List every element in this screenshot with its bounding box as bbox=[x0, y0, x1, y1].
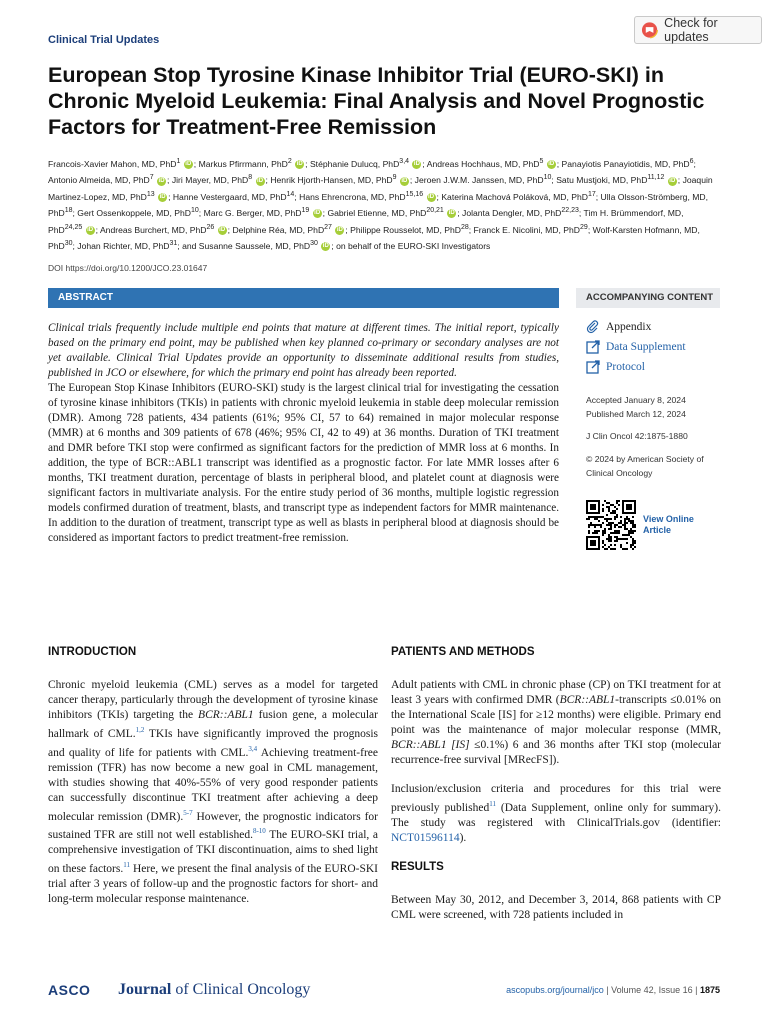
citation-ref[interactable]: 8-10 bbox=[252, 827, 266, 836]
copyright: © 2024 by American Society of Clinical Oncology bbox=[586, 453, 704, 478]
introduction-heading: INTRODUCTION bbox=[48, 646, 137, 658]
author-name: Hans Ehrencrona, MD, PhD bbox=[299, 191, 406, 202]
view-online-article-link[interactable] bbox=[643, 514, 694, 536]
introduction-paragraph: Chronic myeloid leukemia (CML) serves as a model for targeted cancer therapy, particularly through the development of tyrosine kinase inhibitors (TKIs) targeting the BCR::ABL1 fusion gene, a molecular hallmark of CML.$^{1,2}$ TKIs have significantly improved the prognosis and quality of life for patients with CML.$^{3,4}$ Achieving treatment-free remission (TFR) has now become a new goal in CML management, with studies showing that 40%-55% of very good responder patients can successfully discontinue TKI treatment after achieving a deep molecular remission (DMR).$^{5-7}$ However, the prognostic indicators for sustained TFR are still not well established.$^{8-10}$ The EURO-SKI trial, a comprehensive investigation of TKI discontinuation, aims to shed light on these factors.$^{11}$ Here, we present the final analysis of the EURO-SKI trial after 3 years of follow-up and the prognostic factors for short- and long-term molecular response maintenance. bbox=[48, 679, 379, 906]
affiliation-ref: 5 bbox=[539, 158, 544, 165]
author-list: Francois-Xavier Mahon, MD, PhD$^1$ iD ; Markus Pfirrmann, PhD$^2$ iD ; Stéphanie Dulucq, PhD$^{3,4}$ iD ; Andreas Hochhaus, MD, PhD$^5$ iD ; Panayiotis Panayiotidis, MD, PhD$^6$; Antonio Almeida, MD, PhD$^7$ iD ; Jiri Mayer, MD, PhD$^8$ iD ; Henrik Hjorth-Hansen, MD, PhD$^9$ iD ; Jeroen J.W.M. Janssen, MD, PhD$^{10}$; Satu Mustjoki, MD, PhD$^{11,12}$ iD ; Joaquin Martinez-Lopez, MD, PhD$^{13}$ iD ; Hanne Vestergaard, MD, PhD$^{14}$; Hans Ehrencrona, MD, PhD$^{15,16}$ iD ; Katerina Machová Poláková, MD, PhD$^{17}$; Ulla Olsson-Strömberg, MD, PhD$^{18}$; Gert Ossenkoppele, MD, PhD$^{10}$; Marc G. Berger, MD, PhD$^{19}$ iD ; Gabriel Etienne, MD, PhD$^{20,21}$ iD ; Jolanta Dengler, MD, PhD$^{22,23}$; Tim H. Brümmendorf, MD, PhD$^{24,25}$ iD ; Andreas Burchert, MD, PhD$^{26}$ iD ; Delphine Réa, MD, PhD$^{27}$ iD ; Philippe Rousselot, MD, PhD$^{28}$; Franck E. Nicolini, MD, PhD$^{29}$; Wolf-Karsten Hofmann, MD, PhD$^{30}$; Johan Richter, MD, PhD$^{31}$; and Susanne Saussele, MD, PhD$^{30}$ iD ; on behalf of the EURO-SKI Investigators bbox=[48, 158, 713, 252]
affiliation-ref: 27 bbox=[324, 223, 332, 231]
affiliation-ref: 10 bbox=[543, 174, 552, 182]
orcid-icon[interactable]: iD bbox=[314, 210, 321, 217]
author-name: Delphine Réa, MD, PhD bbox=[232, 224, 325, 235]
data-supplement-label: Data Supplement bbox=[606, 341, 686, 353]
view-online-label: View Online bbox=[643, 514, 694, 524]
orcid-icon[interactable]: iD bbox=[428, 194, 435, 200]
affiliation-ref: 19 bbox=[301, 207, 310, 215]
citation-ref[interactable]: 5-7 bbox=[183, 808, 193, 817]
author-name: Henrik Hjorth-Hansen, MD, PhD bbox=[270, 175, 393, 186]
orcid-icon[interactable]: iD bbox=[159, 194, 166, 200]
section-label: Clinical Trial Updates bbox=[48, 34, 160, 46]
orcid-icon[interactable]: iD bbox=[219, 226, 226, 233]
data-supplement-link[interactable] bbox=[586, 340, 686, 354]
citation-ref[interactable]: 1,2 bbox=[135, 726, 145, 734]
orcid-icon[interactable]: iD bbox=[448, 210, 455, 217]
author-name: Markus Pfirrmann, PhD bbox=[198, 158, 288, 169]
author-name: Hanne Vestergaard, MD, PhD bbox=[172, 191, 287, 202]
methods-paragraph-2: Inclusion/exclusion criteria and procedures for this trial were previously published$^{11}$ (Data Supplement, online only for summary). The study was registered with ClinicalTrials.gov (identifier: NCT01596114). bbox=[391, 783, 721, 844]
author-name: Franck E. Nicolini, MD, PhD bbox=[473, 224, 581, 235]
orcid-icon[interactable]: iD bbox=[413, 161, 420, 168]
affiliation-ref: 10 bbox=[190, 207, 199, 215]
affiliation-ref: 6 bbox=[689, 158, 694, 165]
protocol-label: Protocol bbox=[606, 361, 645, 373]
external-link-icon bbox=[586, 360, 600, 374]
page-footer bbox=[48, 980, 720, 1000]
article-title: European Stop Tyrosine Kinase Inhibitor Trial (EURO-SKI) in Chronic Myeloid Leukemia: Final Analysis and Novel Prognostic Factors for Treatment-Free Remission bbox=[48, 63, 705, 139]
check-for-updates-button[interactable] bbox=[634, 16, 762, 44]
orcid-icon[interactable]: iD bbox=[669, 177, 676, 184]
affiliation-ref: 7 bbox=[149, 174, 154, 182]
abstract-text: The European Stop Kinase Inhibitors (EURO-SKI) study is the largest clinical trial for investigating the cessation of tyrosine kinase inhibitors (TKIs) in patients with chronic myeloid leukemia in stable deep molecular remission (DMR). Among 728 patients, 434 patients (61%; 95% CI, 57 to 64) remained in major molecular response (MMR) at 6 months and 309 patients of 678 (46%; 95% CI, 42 to 49) at 36 months. Duration of TKI treatment and DMR before TKI stop were confirmed as significant factors for the prediction of MMR loss at 6 months. In addition, the type of BCR::ABL1 transcript was identified as a prognostic factor. For late MMR losses after 6 months, TKI treatment duration, percentage of blasts in peripheral blood, and platelet count at diagnosis were significant factors in multivariate analysis. For the entire study period of 36 months, multiple logistic regression models confirmed duration of treatment, blasts, and transcript type as independent factors for MMR maintenance. In addition to the duration of treatment, transcript type as well as blasts in peripheral blood at diagnosis should be considered as important factors to predict treatment-free remission. bbox=[48, 382, 559, 544]
orcid-icon[interactable]: iD bbox=[336, 226, 343, 233]
author-name: Jolanta Dengler, MD, PhD bbox=[462, 208, 562, 219]
author-name: Katerina Machová Poláková, MD, PhD bbox=[441, 191, 588, 202]
author-name: Wolf-Karsten Hofmann, MD, PhD bbox=[48, 224, 700, 252]
author-name: Joaquin Martinez-Lopez, MD, PhD bbox=[48, 175, 713, 202]
accompanying-content-header: ACCOMPANYING CONTENT bbox=[576, 288, 720, 308]
methods-paragraph-1: Adult patients with CML in chronic phase (CP) on TKI treatment for at least 3 years with confirmed DMR (BCR::ABL1-transcripts ≤0.01% on the International Scale [IS] for ≥12 months) were eligible. Primary end point was the maintenance of major molecular response (MMR, BCR::ABL1 [IS] ≤0.1%) 6 and 36 months after TKI stop (molecular recurrence-free survival [MRecFS]). bbox=[391, 679, 722, 766]
affiliation-ref: 28 bbox=[460, 223, 469, 231]
published-date: Published March 12, 2024 bbox=[586, 409, 686, 420]
affiliation-ref: 20,21 bbox=[426, 207, 444, 215]
doi-link[interactable]: DOI https://doi.org/10.1200/JCO.23.01647 bbox=[48, 263, 208, 273]
affiliation-ref: 2 bbox=[287, 158, 292, 165]
author-name: Tim H. Brümmendorf, MD, PhD bbox=[48, 208, 684, 235]
affiliation-ref: 11,12 bbox=[647, 174, 665, 182]
author-name: Andreas Hochhaus, MD, PhD bbox=[426, 158, 540, 169]
affiliation-ref: 14 bbox=[286, 190, 295, 198]
results-heading: RESULTS bbox=[391, 860, 444, 873]
affiliation-ref: 9 bbox=[392, 174, 397, 182]
author-name: Philippe Rousselot, MD, PhD bbox=[350, 224, 461, 235]
affiliation-ref: 26 bbox=[206, 223, 215, 231]
author-collaboration: on behalf of the EURO-SKI Investigators bbox=[336, 241, 491, 252]
author-name: Johan Richter, MD, PhD bbox=[77, 241, 170, 252]
author-name: and Susanne Saussele, MD, PhD bbox=[182, 241, 311, 252]
orcid-icon[interactable]: iD bbox=[401, 177, 408, 184]
orcid-icon[interactable]: iD bbox=[322, 243, 329, 250]
affiliation-ref: 29 bbox=[580, 223, 588, 231]
journal-logo: Journal of Clinical Oncology bbox=[118, 981, 311, 998]
orcid-icon[interactable]: iD bbox=[296, 161, 303, 168]
results-paragraph: Between May 30, 2012, and December 3, 2014, 868 patients with CP CML were screened, with 728 patients included in bbox=[391, 893, 721, 921]
abstract-body bbox=[48, 321, 559, 546]
orcid-icon[interactable]: iD bbox=[548, 161, 555, 168]
footer-info: ascopubs.org/journal/jco | Volume 42, Issue 16 | 1875 bbox=[506, 985, 720, 995]
appendix-link[interactable] bbox=[586, 320, 651, 334]
crossmark-icon bbox=[641, 21, 658, 39]
affiliation-ref: 13 bbox=[146, 190, 155, 198]
author-name: Panayiotis Panayiotidis, MD, PhD bbox=[561, 158, 690, 169]
appendix-label: Appendix bbox=[606, 321, 652, 333]
affiliation-ref: 15,16 bbox=[405, 190, 424, 198]
affiliation-ref: 24,25 bbox=[64, 223, 83, 231]
paperclip-icon bbox=[586, 320, 600, 334]
author-name: Antonio Almeida, MD, PhD bbox=[48, 175, 150, 186]
orcid-icon[interactable]: iD bbox=[87, 226, 94, 233]
author-name: Jeroen J.W.M. Janssen, MD, PhD bbox=[414, 175, 544, 186]
affiliation-ref: 3,4 bbox=[399, 158, 410, 165]
affiliation-ref: 17 bbox=[587, 190, 596, 198]
author-name: Francois-Xavier Mahon, MD, PhD bbox=[48, 158, 177, 169]
accepted-date: Accepted January 8, 2024 bbox=[586, 395, 686, 405]
affiliation-ref: 8 bbox=[248, 174, 253, 182]
protocol-link[interactable] bbox=[586, 360, 645, 374]
qr-code-icon[interactable] bbox=[586, 500, 636, 550]
citation: J Clin Oncol 42:1875-1880 bbox=[586, 431, 688, 442]
author-name: Jiri Mayer, MD, PhD bbox=[171, 175, 249, 186]
author-name: Gert Ossenkoppele, MD, PhD bbox=[77, 208, 191, 219]
orcid-icon[interactable]: iD bbox=[257, 177, 264, 184]
article-metadata bbox=[586, 393, 726, 480]
author-name: Gabriel Etienne, MD, PhD bbox=[327, 208, 427, 219]
journal-url-link[interactable]: ascopubs.org/journal/jco bbox=[506, 985, 604, 995]
author-name: Andreas Burchert, MD, PhD bbox=[99, 224, 207, 235]
check-for-updates-label: Check for updates bbox=[664, 16, 718, 44]
author-name: Marc G. Berger, MD, PhD bbox=[203, 208, 302, 219]
citation-ref[interactable]: 3,4 bbox=[248, 744, 258, 753]
author-name: Stéphanie Dulucq, PhD bbox=[309, 158, 400, 169]
affiliation-ref: 30 bbox=[64, 240, 73, 248]
affiliation-ref: 30 bbox=[310, 240, 318, 248]
orcid-icon[interactable]: iD bbox=[185, 161, 192, 168]
introduction-column bbox=[48, 645, 378, 921]
author-name: Ulla Olsson-Strömberg, MD, PhD bbox=[48, 191, 708, 219]
nct-link[interactable]: NCT01596114 bbox=[391, 831, 460, 844]
asco-logo: ASCO bbox=[48, 982, 91, 998]
affiliation-ref: 31 bbox=[169, 240, 178, 248]
methods-heading: PATIENTS AND METHODS bbox=[391, 646, 535, 658]
citation-ref[interactable]: 11 bbox=[489, 800, 496, 808]
view-online-label-2: Article bbox=[643, 525, 672, 535]
methods-column bbox=[391, 645, 721, 937]
page-number: 1875 bbox=[699, 985, 720, 995]
citation-ref[interactable]: 11 bbox=[123, 861, 130, 870]
abstract-editorial-note: Clinical trials frequently include multiple end points that mature at different times. The initial report, typically based on the primary end point, may be published when key planned co-primary or secondary analyses are not yet available. Clinical Trial Updates provide an opportunity to disseminate additional results from studies, published in JCO or elsewhere, for which the primary end point has already been reported. bbox=[48, 322, 559, 379]
external-link-icon bbox=[586, 340, 600, 354]
affiliation-ref: 22,23 bbox=[561, 207, 579, 215]
affiliation-ref: 1 bbox=[176, 158, 181, 165]
author-name: Satu Mustjoki, MD, PhD bbox=[556, 175, 648, 186]
affiliation-ref: 18 bbox=[64, 207, 73, 215]
abstract-header: ABSTRACT bbox=[48, 288, 559, 308]
orcid-icon[interactable]: iD bbox=[158, 177, 165, 184]
